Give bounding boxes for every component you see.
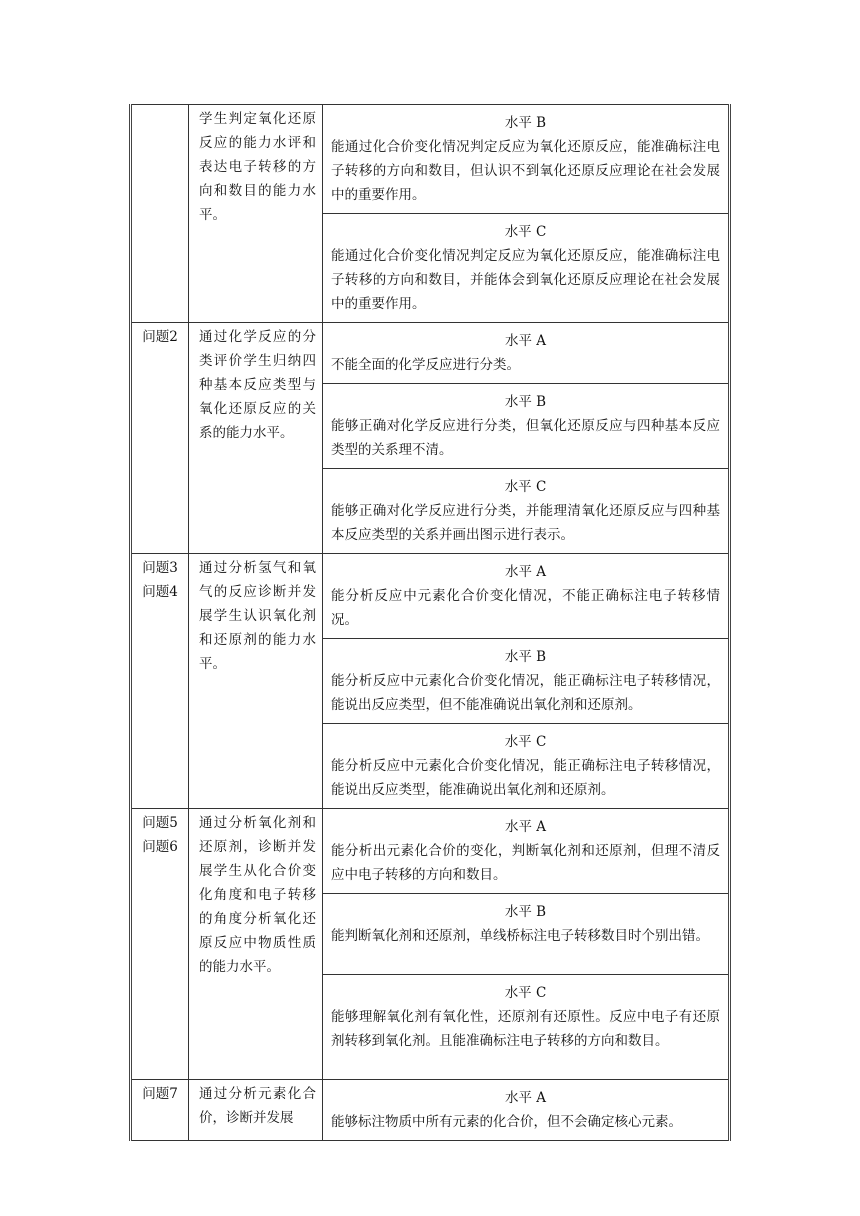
level-text: 能分析出元素化合价的变化，判断氧化剂和还原剂，但理不清反应中电子转移的方向和数目。 xyxy=(331,843,720,883)
level-text: 能分析反应中元素化合价变化情况，能正确标注电子转移情况，能说出反应类型，但不能准确说出氧化剂和还原剂。 xyxy=(331,673,720,713)
level-title: 水平 A xyxy=(504,333,547,349)
level-text: 能判断氧化剂和还原剂，单线桥标注电子转移数目时个别出错。 xyxy=(331,928,709,944)
question-label: 问题7 xyxy=(142,1086,178,1102)
question-label: 问题2 xyxy=(142,329,178,345)
level-cell xyxy=(323,639,730,724)
level-title: 水平 C xyxy=(504,734,547,750)
level-text: 能分析反应中元素化合价变化情况，不能正确标注电子转移情况。 xyxy=(331,588,720,628)
description-cell: 通过分析元素化合价，诊断并发展 xyxy=(189,1080,323,1141)
level-text: 能通过化合价变化情况判定反应为氧化还原反应，能准确标注电子转移的方向和数目，并能体会到氧化还原反应理论在社会发展中的重要作用。 xyxy=(331,248,720,312)
level-text: 能够标注物质中所有元素的化合价，但不会确定核心元素。 xyxy=(331,1114,682,1130)
level-cell xyxy=(323,894,730,975)
question-cell xyxy=(131,809,189,1080)
question-cell xyxy=(131,1080,189,1141)
level-title: 水平 C xyxy=(504,479,547,495)
description-cell: 通过化学反应的分类评价学生归纳四种基本反应类型与氧化还原反应的关系的能力水平。 xyxy=(189,323,323,554)
level-title: 水平 B xyxy=(504,904,547,920)
level-title: 水平 B xyxy=(504,115,547,131)
question-label: 问题5问题6 xyxy=(142,815,178,855)
level-text: 不能全面的化学反应进行分类。 xyxy=(331,357,520,373)
table-row xyxy=(131,809,730,894)
level-cell xyxy=(323,469,730,554)
question-cell xyxy=(131,554,189,809)
level-cell xyxy=(323,323,730,384)
level-cell xyxy=(323,1080,730,1141)
level-title: 水平 B xyxy=(504,649,547,665)
level-title: 水平 C xyxy=(504,985,547,1001)
level-cell xyxy=(323,384,730,469)
table-row xyxy=(131,105,730,214)
level-text: 能够正确对化学反应进行分类，但氧化还原反应与四种基本反应类型的关系理不清。 xyxy=(331,418,720,458)
question-cell xyxy=(131,323,189,554)
assessment-table xyxy=(129,104,731,1141)
question-cell xyxy=(131,105,189,323)
description-cell: 通过分析氢气和氧气的反应诊断并发展学生认识氧化剂和还原剂的能力水平。 xyxy=(189,554,323,809)
level-cell xyxy=(323,809,730,894)
level-title: 水平 A xyxy=(504,819,547,835)
description-cell: 学生判定氧化还原反应的能力水评和表达电子转移的方向和数目的能力水平。 xyxy=(189,105,323,323)
level-text: 能通过化合价变化情况判定反应为氧化还原反应，能准确标注电子转移的方向和数目，但认识不到氧化还原反应理论在社会发展中的重要作用。 xyxy=(331,139,720,203)
table-row xyxy=(131,323,730,384)
level-title: 水平 A xyxy=(504,564,547,580)
level-title: 水平 B xyxy=(504,394,547,410)
level-text: 能够正确对化学反应进行分类，并能理清氧化还原反应与四种基本反应类型的关系并画出图示进行表示。 xyxy=(331,503,720,543)
level-cell xyxy=(323,105,730,214)
level-cell xyxy=(323,214,730,323)
level-title: 水平 C xyxy=(504,224,547,240)
level-cell xyxy=(323,724,730,809)
level-text: 能够理解氧化剂有氧化性，还原剂有还原性。反应中电子有还原剂转移到氧化剂。且能准确标注电子转移的方向和数目。 xyxy=(331,1009,720,1049)
question-label: 问题3问题4 xyxy=(142,560,178,600)
level-cell xyxy=(323,554,730,639)
level-text: 能分析反应中元素化合价变化情况，能正确标注电子转移情况，能说出反应类型，能准确说出氧化剂和还原剂。 xyxy=(331,758,720,798)
table-row xyxy=(131,1080,730,1141)
table-row xyxy=(131,554,730,639)
level-title: 水平 A xyxy=(504,1090,547,1106)
description-cell: 通过分析氧化剂和还原剂，诊断并发展学生从化合价变化角度和电子转移的角度分析氧化还原反应中物质性质的能力水平。 xyxy=(189,809,323,1080)
level-cell xyxy=(323,975,730,1080)
